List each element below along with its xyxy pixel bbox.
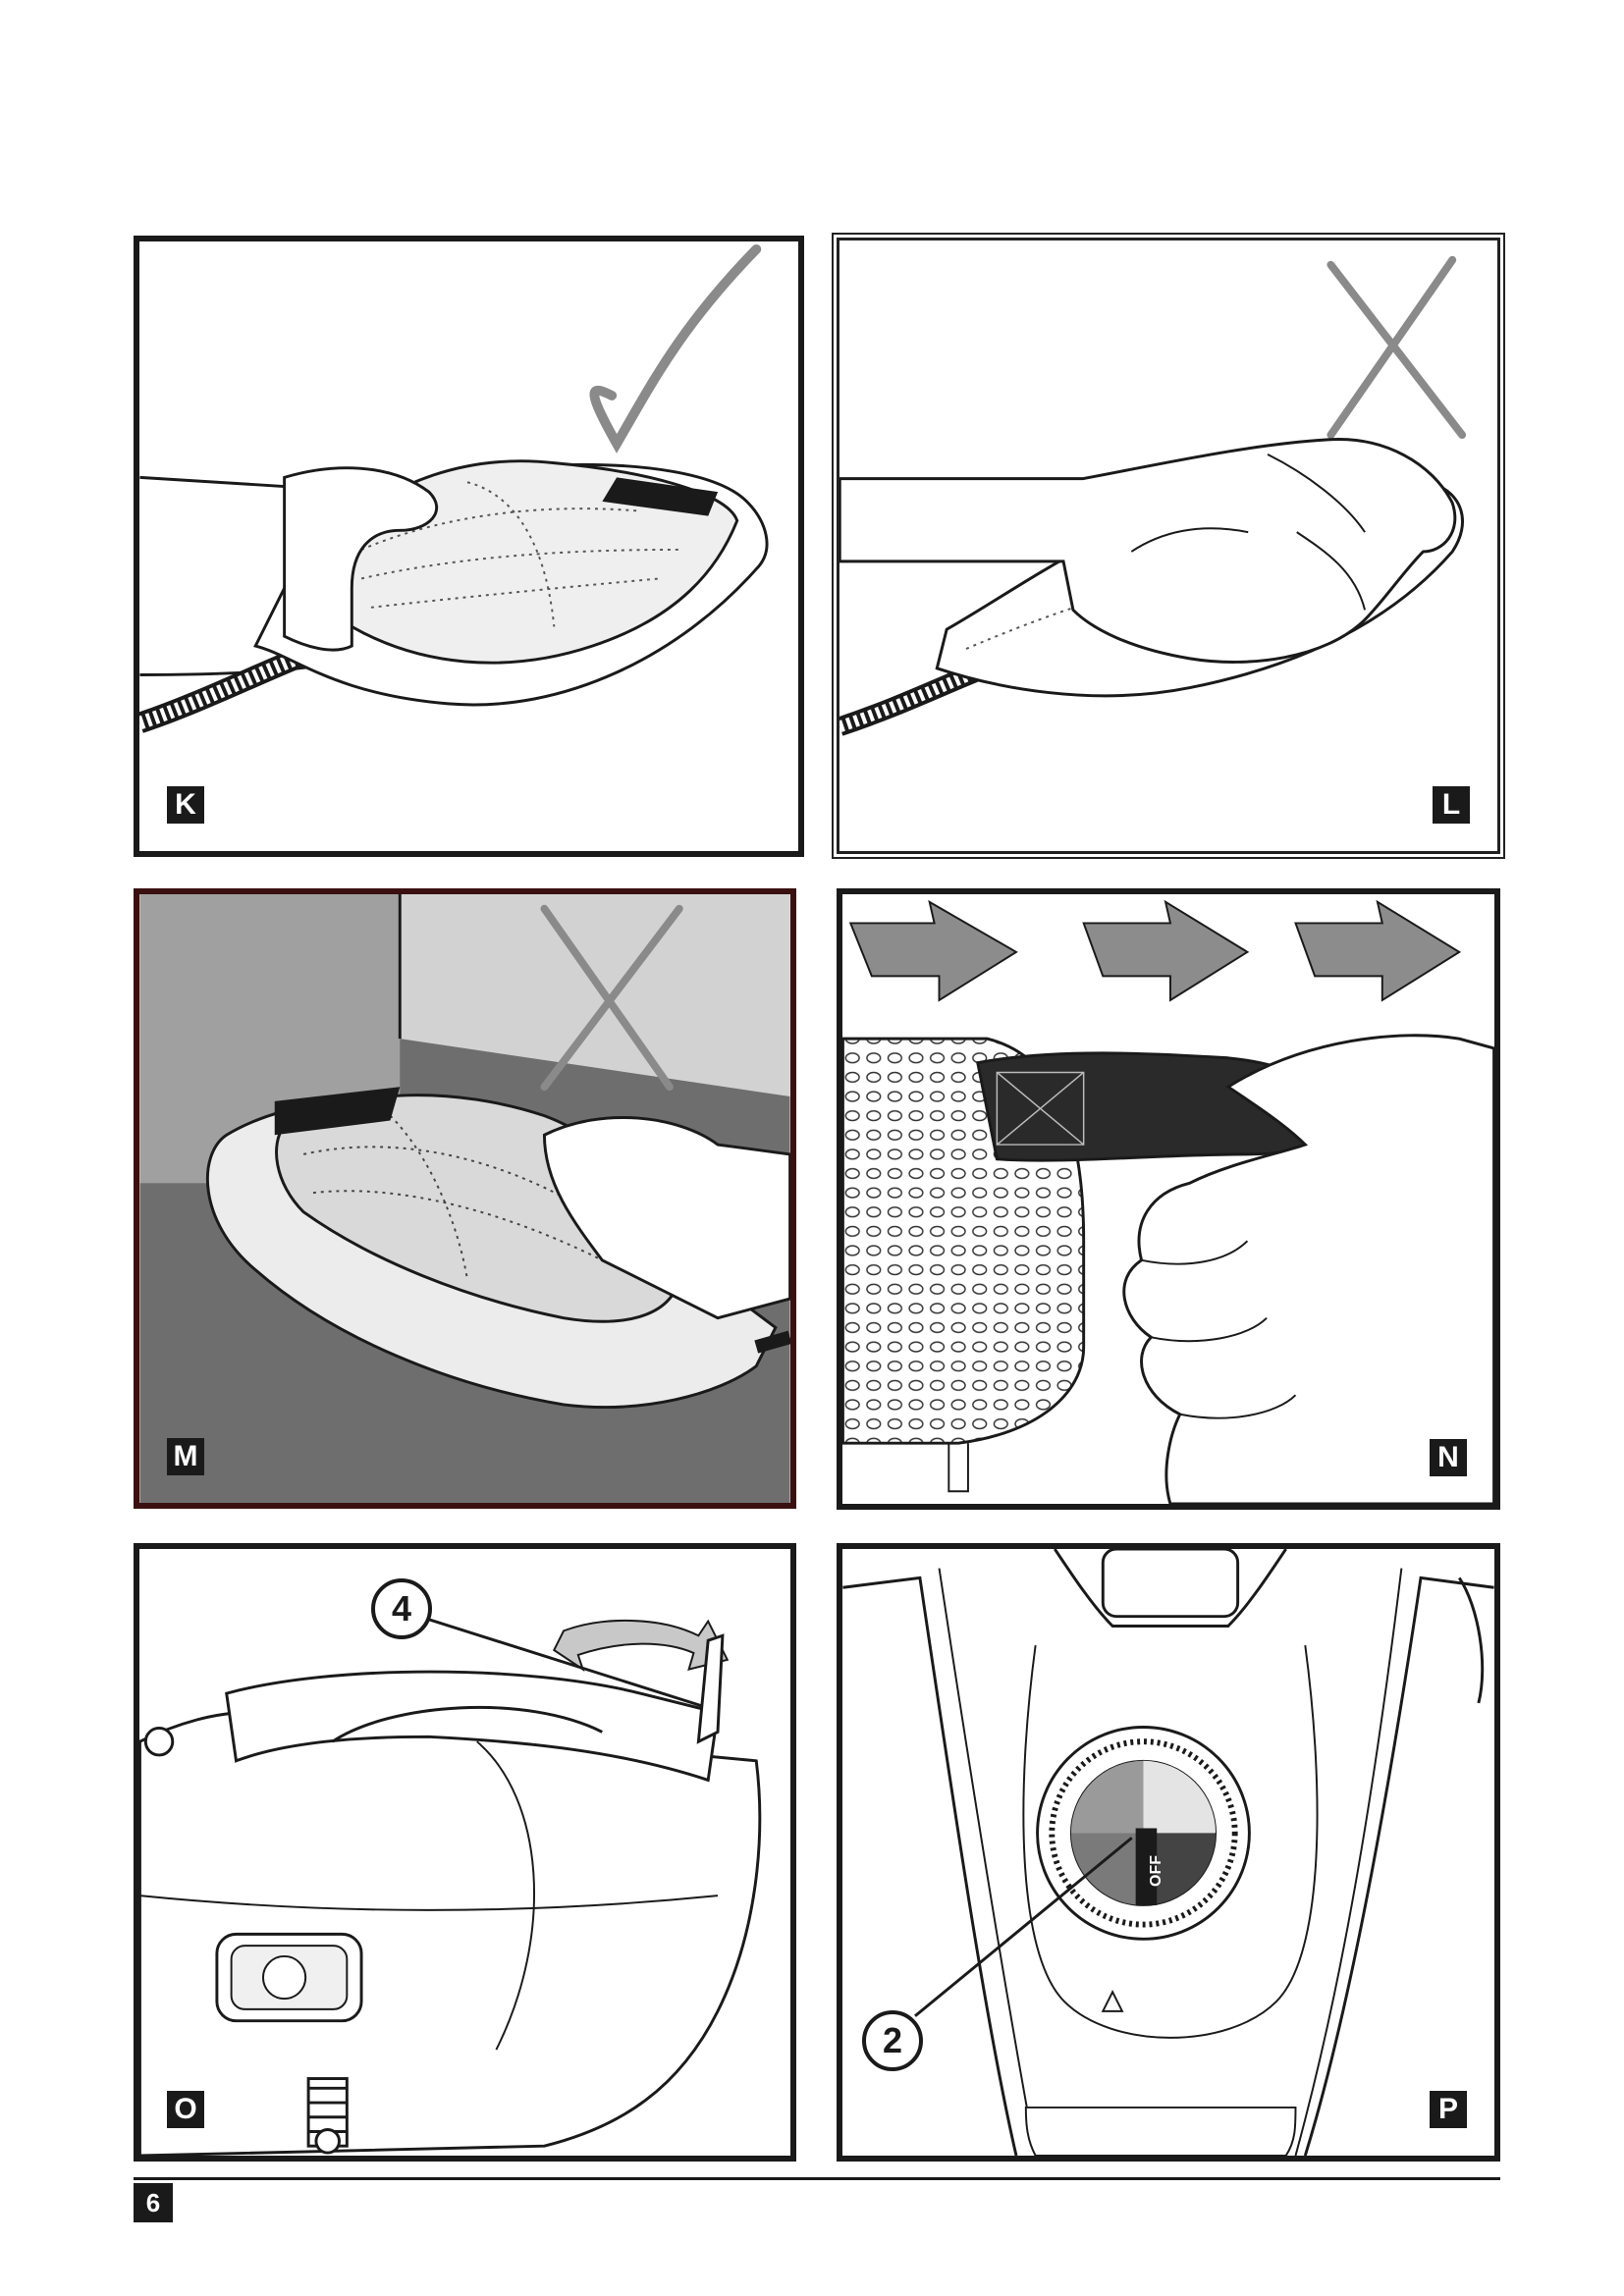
panel-n: [837, 888, 1500, 1510]
callout-number: 2: [862, 2010, 923, 2071]
panel-label: M: [167, 1438, 204, 1475]
arrow-right-icon: [1084, 902, 1248, 1000]
callout-number: 4: [371, 1578, 432, 1639]
steam-cleaner-dial-illustration: [842, 1549, 1494, 2156]
cross-mark-icon: [1330, 260, 1462, 435]
panel-label: K: [167, 786, 204, 824]
double-arrow-icon: [554, 1621, 728, 1670]
panel-label: P: [1430, 2091, 1467, 2128]
steam-glove-incorrect-grip-illustration: [839, 240, 1497, 851]
panel-k: [134, 236, 804, 857]
footer-rule: [134, 2177, 1500, 2180]
panel-l: [837, 238, 1500, 854]
glove-fitting-direction-illustration: [842, 894, 1494, 1504]
panel-o: [134, 1543, 796, 2162]
steam-glove-wall-corner-illustration: [139, 894, 790, 1503]
steam-glove-correct-illustration: [139, 241, 798, 851]
panel-p: [837, 1543, 1500, 2162]
steam-cleaner-lock-button-illustration: [139, 1549, 790, 2156]
arrow-right-icon: [850, 902, 1016, 1000]
panel-label: N: [1430, 1439, 1467, 1476]
panel-m: [134, 888, 796, 1509]
panel-label: O: [167, 2091, 204, 2128]
page-number: 6: [134, 2183, 173, 2222]
dial-off-text: OFF: [1148, 1855, 1164, 1887]
check-mark-icon: [594, 249, 756, 444]
arrow-right-icon: [1295, 902, 1459, 1000]
panel-label: L: [1433, 786, 1470, 824]
